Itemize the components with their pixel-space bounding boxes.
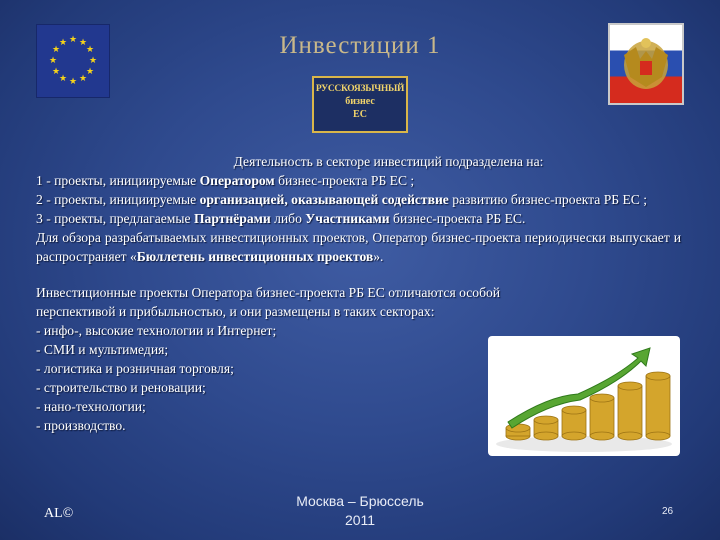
double-eagle-icon [610, 25, 682, 103]
item3-text: 3 - проекты, предлагаемые [36, 211, 194, 226]
svg-text:★: ★ [85, 67, 95, 77]
svg-text:★: ★ [58, 74, 68, 84]
page-number: 26 [662, 506, 674, 517]
svg-text:★: ★ [85, 45, 95, 55]
sector-item: - СМИ и мультимедия; [36, 342, 169, 357]
item1-bold: Оператором [199, 173, 275, 188]
russia-emblem-image [608, 23, 684, 105]
svg-text:★: ★ [68, 77, 78, 87]
svg-text:★: ★ [51, 45, 61, 55]
coins-growth-image [488, 336, 680, 456]
svg-text:★: ★ [58, 38, 68, 48]
logo-line-2: бизнес [345, 96, 375, 107]
intro-text: Деятельность в секторе инвестиций подразделена на: [233, 154, 544, 169]
svg-text:★: ★ [78, 74, 88, 84]
item1-text: 1 - проекты, инициируемые [36, 173, 200, 188]
sector-item: - нано-технологии; [36, 399, 146, 414]
bulletin-tail: ». [373, 249, 384, 264]
item3-tail: бизнес-проекта РБ ЕС. [389, 211, 526, 226]
item2-tail: развитию бизнес-проекта РБ ЕС ; [448, 192, 647, 207]
item2-bold: организацией, оказывающей содействие [199, 192, 449, 207]
item3-mid: либо [270, 211, 306, 226]
bulletin-lead: Для обзора разрабатываемых инвестиционных проектов, Оператор бизнес-проекта периодически выпускает и распространяет « [36, 230, 681, 264]
bulletin-text [36, 228, 681, 266]
item1-tail: бизнес-проекта РБ ЕС ; [274, 173, 415, 188]
project-type-2 [36, 190, 681, 209]
business-logo [312, 76, 408, 133]
footer-year: 2011 [344, 512, 376, 528]
logo-line-1: РУССКОЯЗЫЧНЫЙ [315, 84, 405, 94]
sector-item: - инфо-, высокие технологии и Интернет; [36, 323, 277, 338]
footer-city: Москва – Брюссель [296, 493, 424, 509]
logo-line-3: ЕС [353, 109, 367, 120]
item3-bold-partners: Партнёрами [193, 211, 271, 226]
svg-text:★: ★ [88, 56, 98, 66]
item2-text: 2 - проекты, инициируемые [36, 192, 200, 207]
spacer [36, 266, 681, 283]
svg-text:★: ★ [68, 35, 78, 45]
sectors-intro: Инвестиционные проекты Оператора бизнес-проекта РБ ЕС отличаются особой перспективой и прибыльностью, и они размещены в таких секторах: [36, 285, 501, 319]
svg-text:★: ★ [51, 67, 61, 77]
coin-stacks-arrow-icon [488, 336, 680, 456]
project-type-3 [36, 209, 681, 228]
sector-item: - производство. [36, 418, 126, 433]
item3-bold-participants: Участниками [305, 211, 390, 226]
bulletin-name: Бюллетень инвестиционных проектов [136, 249, 374, 264]
sector-item: - логистика и розничная торговля; [36, 361, 234, 376]
svg-text:★: ★ [48, 56, 58, 66]
project-type-1 [36, 171, 681, 190]
sector-item: - строительство и реновации; [36, 380, 206, 395]
copyright-mark: AL© [44, 506, 74, 521]
slide-title: Инвестиции 1 [279, 32, 441, 59]
svg-text:★: ★ [78, 38, 88, 48]
footer-location [270, 492, 450, 530]
